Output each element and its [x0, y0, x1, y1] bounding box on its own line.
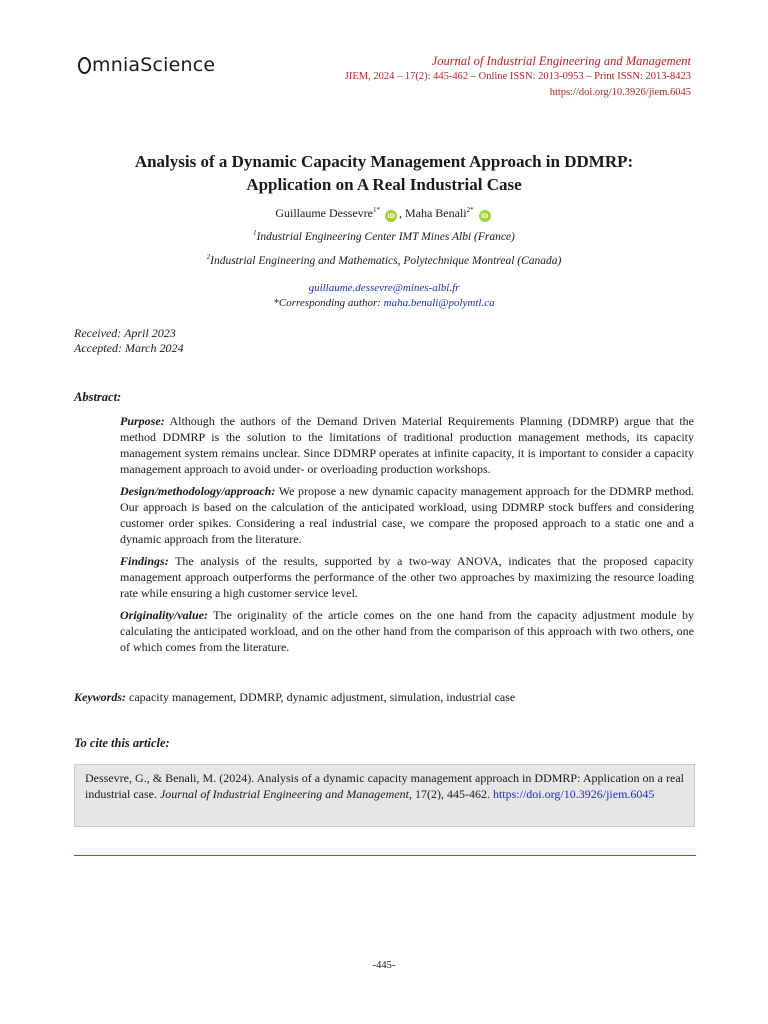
abstract-design [120, 483, 694, 547]
abstract-lead: Originality/value: [120, 608, 208, 622]
affiliation-sup: 2 [206, 253, 211, 262]
citation-text-after: , 17(2), 445-462. [408, 787, 490, 801]
abstract-text: The originality of the article comes on the one hand from the capacity adjustment module by calculating the anticipated workload, and on the other hand from the comparison of this approach with two others, one of which comes from the literature. [120, 608, 694, 654]
email-link[interactable]: guillaume.dessevre@mines-albi.fr [308, 282, 460, 294]
citation-box [74, 764, 695, 827]
author-list [0, 205, 768, 222]
abstract-body [120, 413, 694, 661]
author-name: Maha Benali [404, 206, 467, 220]
title-line-1: Analysis of a Dynamic Capacity Management Approach in DDMRP: [134, 152, 634, 171]
article-dates [74, 326, 184, 356]
omniascience-logo[interactable] [78, 54, 215, 76]
abstract-text: We propose a new dynamic capacity management approach for the DDMRP method. Our approach is based on the calculation of the anticipated workload, using DDMRP stock buffers and considering customer order spikes. Considering a real industrial case, we compare the proposed approach to a static one and a dynamic approach from the literature. [120, 484, 694, 546]
author-sup: 2* [466, 206, 474, 214]
affiliation-text: Industrial Engineering Center IMT Mines Albi (France) [256, 231, 515, 243]
abstract-text: The analysis of the results, supported by a two-way ANOVA, indicates that the proposed capacity management approach outperforms the performance of the other two approaches by maximizing the resource loading rate while ensuring a high customer service level. [120, 554, 694, 600]
journal-header [345, 53, 691, 101]
orcid-icon[interactable]: iD [479, 210, 491, 222]
corresponding-author-label: *Corresponding author: [273, 297, 381, 309]
logo-text: mniaScience [92, 54, 216, 76]
logo-o-mark [78, 57, 91, 74]
orcid-icon[interactable]: iD [385, 210, 397, 222]
abstract-findings [120, 553, 694, 601]
keywords-lead: Keywords: [74, 690, 126, 704]
affiliation-text: Industrial Engineering and Mathematics, Polytechnique Montreal (Canada) [210, 255, 562, 267]
page-number: -445- [372, 960, 396, 971]
accepted-date: Accepted: March 2024 [74, 341, 184, 355]
author-sup: 1* [372, 206, 380, 214]
affiliation-1 [0, 230, 768, 245]
abstract-lead: Findings: [120, 554, 169, 568]
contact-emails [0, 281, 768, 311]
section-divider [74, 855, 696, 856]
abstract-lead: Purpose: [120, 414, 165, 428]
author-name: Guillaume Dessevre [275, 206, 373, 220]
abstract-lead: Design/methodology/approach: [120, 484, 276, 498]
keywords [74, 689, 696, 705]
abstract-purpose [120, 413, 694, 477]
received-date: Received: April 2023 [74, 326, 176, 340]
citation-text: Dessevre, G., & Benali, M. (2024). Analysis of a dynamic capacity management approach in DDMRP: Application on a real industrial case. [85, 771, 684, 801]
email-link[interactable]: maha.benali@polymtl.ca [383, 297, 495, 309]
citation-journal: Journal of Industrial Engineering and Management [159, 787, 409, 801]
journal-meta: JIEM, 2024 – 17(2): 445-462 – Online ISSN: 2013-0953 – Print ISSN: 2013-8423 [344, 71, 691, 82]
abstract-originality [120, 607, 694, 655]
abstract-text: Although the authors of the Demand Driven Material Requirements Planning (DDMRP) argue that the method DDMRP is the solution to the limitations of traditional production management methods, its capacity management system remains unclear. Since DDMRP operates at infinite capacity, it is important to consider a capacity management approach to avoid under- or overloading production workshops. [120, 414, 694, 476]
article-title [60, 150, 708, 196]
journal-name: Journal of Industrial Engineering and Management [431, 54, 691, 68]
journal-doi-link[interactable]: https://doi.org/10.3926/jiem.6045 [549, 87, 691, 98]
author-separator: , [398, 206, 402, 220]
citation-doi-link[interactable]: https://doi.org/10.3926/jiem.6045 [492, 787, 655, 801]
affiliation-2 [0, 254, 768, 269]
abstract-heading: Abstract: [74, 390, 122, 404]
citation-heading: To cite this article: [74, 736, 170, 750]
keywords-text: capacity management, DDMRP, dynamic adjustment, simulation, industrial case [126, 690, 516, 704]
title-line-2: Application on A Real Industrial Case [246, 175, 522, 194]
affiliation-sup: 1 [253, 229, 257, 238]
